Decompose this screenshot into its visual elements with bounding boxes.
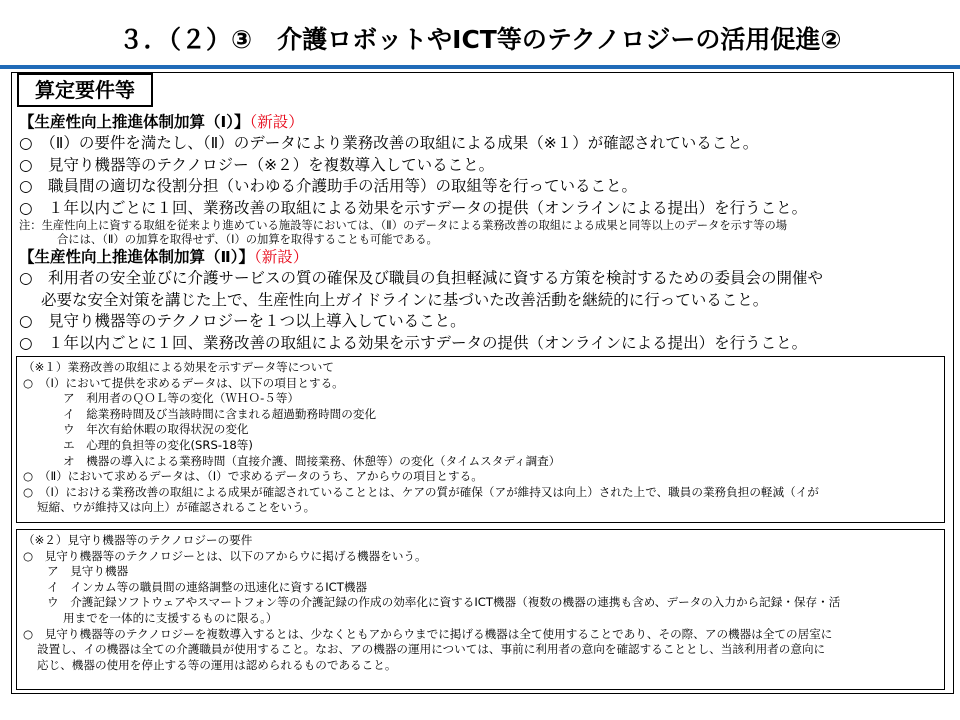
addition-heading — [19, 247, 949, 268]
requirements-content — [19, 112, 949, 354]
box-line: イ 総業務時間及び当該時間に含まれる超過勤務時間の変化 — [63, 406, 377, 421]
requirement-line: ○ １年以内ごとに１回、業務改善の取組による効果を示すデータの提供（オンラインによる提出）を行うこと。 — [19, 333, 808, 352]
requirement-line: ○ １年以内ごとに１回、業務改善の取組による効果を示すデータの提供（オンラインによる提出）を行うこと。 — [19, 198, 808, 217]
heading-text: 【生産性向上推進体制加算（Ⅱ）】 — [19, 248, 254, 267]
requirement-line: ○ 利用者の安全並びに介護サービスの質の確保及び職員の負担軽減に資する方策を検討するための委員会の開催や — [19, 269, 824, 288]
new-label: （新設） — [249, 113, 304, 131]
requirement-line: ○ 見守り機器等のテクノロジー（※２）を複数導入していること。 — [19, 155, 495, 174]
box-line: ウ 介護記録ソフトウェアやスマートフォン等の介護記録の作成の効率化に資するICT機器（複数の機器の連携も含め、データの入力から記録・保存・活 — [47, 595, 841, 610]
box-line: ○ 見守り機器等のテクノロジーとは、以下のアからウに掲げる機器をいう。 — [23, 548, 427, 563]
box-line: （※１）業務改善の取組による効果を示すデータ等について — [23, 360, 334, 374]
requirement-line: ○ 職員間の適切な役割分担（いわゆる介護助手の活用等）の取組等を行っていること。 — [19, 177, 638, 196]
note-text: 合には、（Ⅱ）の加算を取得せず、（Ⅰ）の加算を取得することも可能である。 — [57, 233, 438, 247]
box-line: ○ 見守り機器等のテクノロジーを複数導入するとは、少なくともアからウまでに掲げる機器は全て使用することであり、その際、アの機器は全ての居室に — [23, 626, 833, 641]
requirement-line: ○ 見守り機器等のテクノロジーを１つ以上導入していること。 — [19, 312, 466, 331]
box-line: エ 心理的負担等の変化(SRS-18等) — [63, 437, 253, 452]
section-tag: 算定要件等 — [17, 73, 153, 107]
requirement-line: ○ （Ⅱ）の要件を満たし、（Ⅱ）のデータにより業務改善の取組による成果（※１）が確認されていること。 — [19, 134, 759, 153]
box-line: イ インカム等の職員間の連絡調整の迅速化に資するICT機器 — [47, 579, 368, 594]
box-line: ウ 年次有給休暇の取得状況の変化 — [63, 422, 249, 437]
requirement-line: 必要な安全対策を講じた上で、生産性向上ガイドラインに基づいた改善活動を継続的に行っていること。 — [41, 290, 769, 309]
note-box-technology-requirements — [16, 529, 945, 690]
box-line: 用までを一体的に支援するものに限る。） — [63, 610, 278, 625]
title-underline — [0, 65, 960, 69]
box-line: 短縮、ウが維持又は向上）が確認されることをいう。 — [37, 500, 316, 515]
new-label: （新設） — [253, 248, 309, 267]
box-line: ○ （Ⅰ）における業務改善の取組による成果が確認されていることとは、ケアの質が確保（アが維持又は向上）された上で、職員の業務負担の軽減（イが — [23, 484, 819, 499]
box-line: ○ （Ⅰ）において提供を求めるデータは、以下の項目とする。 — [23, 375, 344, 390]
box-line: （※２）見守り機器等のテクノロジーの要件 — [23, 533, 253, 547]
box-line: 応じ、機器の使用を停止する等の運用は認められるものであること。 — [37, 657, 397, 672]
heading-text: 【生産性向上推進体制加算（Ⅰ）】 — [19, 113, 250, 131]
box-line: ア 見守り機器 — [47, 564, 129, 579]
addition-heading — [19, 112, 949, 133]
note-box-data-items — [16, 356, 945, 523]
box-line: 設置し、イの機器は全ての介護職員が使用すること。なお、アの機器の運用については、事前に利用者の意向を確認することとし、当該利用者の意向に — [37, 642, 826, 657]
box-line: ○ （Ⅱ）において求めるデータは、（Ⅰ）で求めるデータのうち、アからウの項目とする。 — [23, 469, 483, 484]
page-title: ３．（２）③ 介護ロボットやICT等のテクノロジーの活用促進② — [118, 25, 842, 54]
box-line: ア 利用者のＱＯＬ等の変化（ＷＨＯ-５等） — [63, 391, 300, 406]
box-line: オ 機器の導入による業務時間（直接介護、間接業務、休憩等）の変化（タイムスタディ調査） — [63, 453, 561, 468]
note-text: 注：生産性向上に資する取組を従来より進めている施設等においては、（Ⅱ）のデータによる業務改善の取組による成果と同等以上のデータを示す等の場 — [19, 219, 788, 233]
